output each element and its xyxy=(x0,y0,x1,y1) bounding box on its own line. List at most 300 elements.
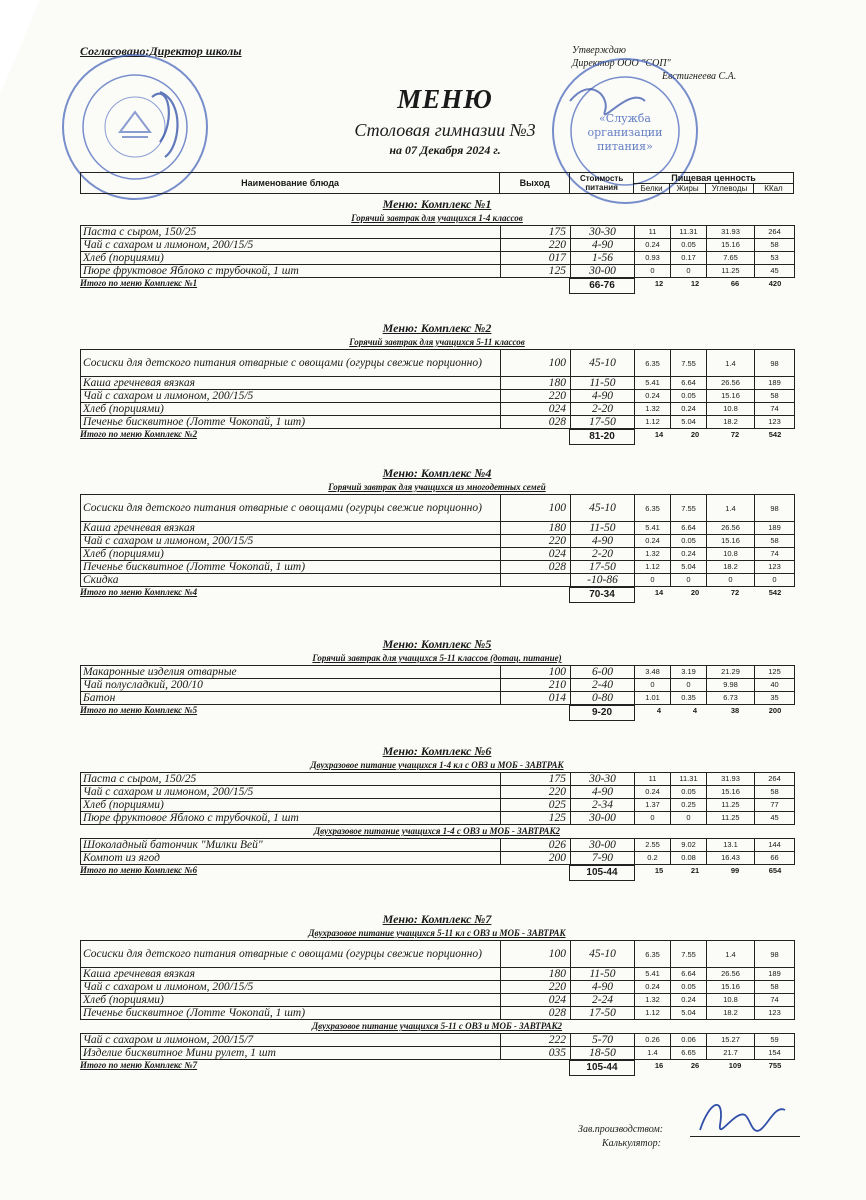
table-row xyxy=(81,522,795,535)
dish-price: 2-40 xyxy=(571,679,635,692)
dish-fat: 0 xyxy=(671,574,707,587)
section-title: Меню: Комплекс №4 xyxy=(382,466,492,480)
dish-kcal: 189 xyxy=(755,377,795,390)
menu-table xyxy=(80,349,795,429)
section-total xyxy=(80,587,794,601)
total-fat: 20 xyxy=(690,430,700,439)
menu-title: МЕНЮ xyxy=(397,84,493,114)
dish-carbs: 1.4 xyxy=(707,350,755,377)
dish-kcal: 98 xyxy=(755,495,795,522)
total-price: 9-20 xyxy=(569,705,635,721)
table-row xyxy=(81,941,795,968)
dish-fat: 0.17 xyxy=(671,252,707,265)
dish-weight: 220 xyxy=(501,981,571,994)
dish-name: Печенье бисквитное (Лотте Чокопай, 1 шт) xyxy=(81,1007,501,1020)
total-carbs: 99 xyxy=(730,866,740,875)
dish-weight: 100 xyxy=(501,350,571,377)
dish-carbs: 13.1 xyxy=(707,839,755,852)
total-fat: 21 xyxy=(690,866,700,875)
dish-carbs: 9.98 xyxy=(707,679,755,692)
dish-protein: 0.24 xyxy=(635,535,671,548)
dish-kcal: 58 xyxy=(755,786,795,799)
dish-name: Паста с сыром, 150/25 xyxy=(81,226,501,239)
dish-fat: 0.08 xyxy=(671,852,707,865)
dish-price: 30-00 xyxy=(571,265,635,278)
dish-name: Чай с сахаром и лимоном, 200/15/7 xyxy=(81,1034,501,1047)
dish-fat: 0.24 xyxy=(671,403,707,416)
footer-calculator: Калькулятор: xyxy=(602,1138,661,1149)
dish-weight: 026 xyxy=(501,839,571,852)
dish-price: 18-50 xyxy=(571,1047,635,1060)
dish-kcal: 58 xyxy=(755,535,795,548)
dish-kcal: 0 xyxy=(755,574,795,587)
section-title: Меню: Комплекс №6 xyxy=(382,744,492,758)
table-row xyxy=(81,994,795,1007)
dish-protein: 1.4 xyxy=(635,1047,671,1060)
dish-protein: 0.24 xyxy=(635,786,671,799)
total-protein: 16 xyxy=(654,1061,664,1070)
dish-price: 2-34 xyxy=(571,799,635,812)
dish-protein: 5.41 xyxy=(635,377,671,390)
dish-protein: 1.37 xyxy=(635,799,671,812)
dish-price: 0-80 xyxy=(571,692,635,705)
dish-protein: 0.93 xyxy=(635,252,671,265)
dish-kcal: 77 xyxy=(755,799,795,812)
dish-price: 7-90 xyxy=(571,852,635,865)
dish-weight: 175 xyxy=(501,773,571,786)
table-row xyxy=(81,561,795,574)
dish-fat: 0.25 xyxy=(671,799,707,812)
dish-protein: 6.35 xyxy=(635,495,671,522)
dish-carbs: 21.7 xyxy=(707,1047,755,1060)
dish-name: Шоколадный батончик "Милки Вей" xyxy=(81,839,501,852)
table-row xyxy=(81,403,795,416)
dish-carbs: 31.93 xyxy=(707,773,755,786)
dish-kcal: 40 xyxy=(755,679,795,692)
menu-table xyxy=(80,494,795,587)
dish-kcal: 144 xyxy=(755,839,795,852)
menu-section xyxy=(80,465,794,601)
dish-fat: 0.05 xyxy=(671,239,707,252)
table-row xyxy=(81,852,795,865)
dish-kcal: 58 xyxy=(755,981,795,994)
group-subtitle: Горячий завтрак для учащихся 1-4 классов xyxy=(351,213,523,223)
dish-name: Хлеб (порциями) xyxy=(81,994,501,1007)
table-row xyxy=(81,548,795,561)
dish-price: 11-50 xyxy=(571,522,635,535)
table-row xyxy=(81,226,795,239)
dish-name: Каша гречневая вязкая xyxy=(81,377,501,390)
dish-carbs: 11.25 xyxy=(707,265,755,278)
dish-fat: 6.64 xyxy=(671,968,707,981)
dish-name: Паста с сыром, 150/25 xyxy=(81,773,501,786)
total-label: Итого по меню Комплекс №1 xyxy=(80,278,198,288)
dish-price: 30-00 xyxy=(571,812,635,825)
dish-protein: 1.01 xyxy=(635,692,671,705)
total-price: 66-76 xyxy=(569,278,635,294)
dish-protein: 0 xyxy=(635,574,671,587)
section-total xyxy=(80,429,794,443)
dish-price: 2-20 xyxy=(571,403,635,416)
dish-protein: 0.24 xyxy=(635,239,671,252)
table-row xyxy=(81,265,795,278)
total-protein: 14 xyxy=(654,588,664,597)
menu-table xyxy=(80,838,795,865)
dish-price: 45-10 xyxy=(571,350,635,377)
dish-carbs: 15.16 xyxy=(707,981,755,994)
dish-price: 11-50 xyxy=(571,377,635,390)
dish-weight: 100 xyxy=(501,666,571,679)
dish-kcal: 189 xyxy=(755,968,795,981)
dish-kcal: 74 xyxy=(755,548,795,561)
total-fat: 12 xyxy=(690,279,700,288)
total-fat: 26 xyxy=(690,1061,700,1070)
table-row xyxy=(81,535,795,548)
dish-name: Каша гречневая вязкая xyxy=(81,968,501,981)
dish-fat: 0.24 xyxy=(671,994,707,1007)
approve-line: Утверждаю xyxy=(572,45,626,56)
dish-protein: 0 xyxy=(635,265,671,278)
dish-price: 30-30 xyxy=(571,773,635,786)
dish-fat: 0 xyxy=(671,265,707,278)
dish-weight: 180 xyxy=(501,968,571,981)
total-carbs: 66 xyxy=(730,279,740,288)
dish-weight: 024 xyxy=(501,403,571,416)
group-subtitle: Двухразовое питание учащихся 5-11 с ОВЗ и МОБ - ЗАВТРАК2 xyxy=(311,1021,563,1031)
dish-kcal: 74 xyxy=(755,403,795,416)
dish-carbs: 7.65 xyxy=(707,252,755,265)
total-kcal: 542 xyxy=(768,430,782,439)
total-protein: 15 xyxy=(654,866,664,875)
dish-carbs: 21.29 xyxy=(707,666,755,679)
dish-fat: 0 xyxy=(671,679,707,692)
table-row xyxy=(81,574,795,587)
dish-fat: 6.65 xyxy=(671,1047,707,1060)
dish-weight: 220 xyxy=(501,390,571,403)
total-kcal: 654 xyxy=(768,866,782,875)
table-row xyxy=(81,786,795,799)
dish-fat: 0 xyxy=(671,812,707,825)
total-price: 105-44 xyxy=(569,1060,635,1076)
dish-weight: 125 xyxy=(501,812,571,825)
table-row xyxy=(81,1007,795,1020)
group-subtitle: Двухразовое питание учащихся 5-11 кл с ОВЗ и МОБ - ЗАВТРАК xyxy=(308,928,566,938)
dish-protein: 1.32 xyxy=(635,994,671,1007)
dish-name: Сосиски для детского питания отварные с овощами (огурцы свежие порционно) xyxy=(81,495,501,522)
dish-carbs: 16.43 xyxy=(707,852,755,865)
dish-carbs: 15.16 xyxy=(707,786,755,799)
dish-name: Батон xyxy=(81,692,501,705)
dish-kcal: 98 xyxy=(755,941,795,968)
dish-protein: 0.24 xyxy=(635,981,671,994)
dish-fat: 6.64 xyxy=(671,522,707,535)
dish-protein: 1.32 xyxy=(635,403,671,416)
dish-carbs: 15.27 xyxy=(707,1034,755,1047)
table-row xyxy=(81,692,795,705)
director-name: Евстигнеева С.А. xyxy=(662,71,737,82)
dish-carbs: 18.2 xyxy=(707,416,755,429)
dish-fat: 5.04 xyxy=(671,1007,707,1020)
total-carbs: 38 xyxy=(730,706,740,715)
menu-section xyxy=(80,636,794,719)
dish-weight: 014 xyxy=(501,692,571,705)
total-protein: 4 xyxy=(656,706,662,715)
table-row xyxy=(81,666,795,679)
table-row xyxy=(81,239,795,252)
dish-kcal: 74 xyxy=(755,994,795,1007)
dish-weight: 210 xyxy=(501,679,571,692)
dish-price: 30-00 xyxy=(571,839,635,852)
dish-name: Каша гречневая вязкая xyxy=(81,522,501,535)
group-subtitle: Двухразовое питание учащихся 1-4 кл с ОВЗ и МОБ - ЗАВТРАК xyxy=(310,760,564,770)
group-subtitle: Горячий завтрак для учащихся 5-11 классов (дотац. питание) xyxy=(312,653,562,663)
menu-section xyxy=(80,320,794,443)
dish-weight: 035 xyxy=(501,1047,571,1060)
group-subtitle: Горячий завтрак для учащихся 5-11 классов xyxy=(349,337,525,347)
dish-price: 45-10 xyxy=(571,941,635,968)
dish-kcal: 98 xyxy=(755,350,795,377)
total-kcal: 755 xyxy=(768,1061,782,1070)
dish-protein: 3.48 xyxy=(635,666,671,679)
table-row xyxy=(81,416,795,429)
table-row xyxy=(81,390,795,403)
dish-fat: 11.31 xyxy=(671,226,707,239)
dish-price: 11-50 xyxy=(571,968,635,981)
dish-protein: 5.41 xyxy=(635,968,671,981)
dish-kcal: 154 xyxy=(755,1047,795,1060)
dish-protein: 1.12 xyxy=(635,561,671,574)
menu-date: на 07 Декабря 2024 г. xyxy=(389,143,501,157)
dish-price: 2-24 xyxy=(571,994,635,1007)
section-title: Меню: Комплекс №1 xyxy=(382,197,492,211)
dish-fat: 0.35 xyxy=(671,692,707,705)
menu-subtitle: Столовая гимназии №3 xyxy=(354,120,536,140)
dish-name: Чай с сахаром и лимоном, 200/15/5 xyxy=(81,786,501,799)
dish-weight: 220 xyxy=(501,239,571,252)
dish-fat: 11.31 xyxy=(671,773,707,786)
dish-weight: 017 xyxy=(501,252,571,265)
section-title: Меню: Комплекс №7 xyxy=(382,912,492,926)
dish-price: 17-50 xyxy=(571,561,635,574)
menu-table xyxy=(80,772,795,825)
dish-name: Изделие бисквитное Мини рулет, 1 шт xyxy=(81,1047,501,1060)
dish-price: 45-10 xyxy=(571,495,635,522)
menu-table xyxy=(80,665,795,705)
dish-weight: 220 xyxy=(501,535,571,548)
total-label: Итого по меню Комплекс №7 xyxy=(80,1060,198,1070)
dish-fat: 0.05 xyxy=(671,786,707,799)
dish-weight: 222 xyxy=(501,1034,571,1047)
dish-price: 17-50 xyxy=(571,416,635,429)
group-subtitle: Двухразовое питание учащихся 1-4 с ОВЗ и МОБ - ЗАВТРАК2 xyxy=(313,826,561,836)
table-row xyxy=(81,981,795,994)
dish-fat: 0.05 xyxy=(671,535,707,548)
dish-kcal: 264 xyxy=(755,226,795,239)
dish-name: Пюре фруктовое Яблоко с трубочкой, 1 шт xyxy=(81,265,501,278)
dish-protein: 0 xyxy=(635,812,671,825)
dish-name: Чай с сахаром и лимоном, 200/15/5 xyxy=(81,390,501,403)
col-kcal: ККал xyxy=(754,184,794,194)
dish-price: 4-90 xyxy=(571,239,635,252)
table-row xyxy=(81,377,795,390)
dish-weight: 100 xyxy=(501,941,571,968)
dish-carbs: 15.16 xyxy=(707,535,755,548)
dish-kcal: 58 xyxy=(755,390,795,403)
dish-kcal: 123 xyxy=(755,1007,795,1020)
section-total xyxy=(80,278,794,292)
dish-fat: 5.04 xyxy=(671,416,707,429)
dish-price: 6-00 xyxy=(571,666,635,679)
menu-table xyxy=(80,940,795,1020)
dish-protein: 0.26 xyxy=(635,1034,671,1047)
dish-price: 4-90 xyxy=(571,981,635,994)
menu-table xyxy=(80,1033,795,1060)
dish-protein: 1.32 xyxy=(635,548,671,561)
dish-weight: 025 xyxy=(501,799,571,812)
dish-weight: 024 xyxy=(501,548,571,561)
dish-fat: 6.64 xyxy=(671,377,707,390)
total-price: 105-44 xyxy=(569,865,635,881)
dish-name: Скидка xyxy=(81,574,501,587)
dish-weight: 220 xyxy=(501,786,571,799)
table-row xyxy=(81,839,795,852)
total-kcal: 542 xyxy=(768,588,782,597)
dish-price: 2-20 xyxy=(571,548,635,561)
table-row xyxy=(81,252,795,265)
total-label: Итого по меню Комплекс №6 xyxy=(80,865,198,875)
col-nutrition: Пищевая ценность xyxy=(634,173,794,184)
table-row xyxy=(81,968,795,981)
total-protein: 14 xyxy=(654,430,664,439)
dish-price: 5-70 xyxy=(571,1034,635,1047)
dish-protein: 0.2 xyxy=(635,852,671,865)
dish-carbs: 18.2 xyxy=(707,1007,755,1020)
dish-protein: 1.12 xyxy=(635,416,671,429)
section-total xyxy=(80,1060,794,1074)
section-title: Меню: Комплекс №5 xyxy=(382,637,492,651)
dish-kcal: 264 xyxy=(755,773,795,786)
dish-fat: 0.24 xyxy=(671,548,707,561)
svg-text:«Служба: «Служба xyxy=(599,112,651,125)
section-total xyxy=(80,705,794,719)
dish-price: -10-86 xyxy=(571,574,635,587)
section-title: Меню: Комплекс №2 xyxy=(382,321,492,335)
dish-fat: 0.06 xyxy=(671,1034,707,1047)
table-row xyxy=(81,1034,795,1047)
dish-carbs: 10.8 xyxy=(707,403,755,416)
dish-carbs: 1.4 xyxy=(707,495,755,522)
total-label: Итого по меню Комплекс №2 xyxy=(80,429,198,439)
dish-name: Хлеб (порциями) xyxy=(81,252,501,265)
total-protein: 12 xyxy=(654,279,664,288)
table-row xyxy=(81,773,795,786)
table-header xyxy=(80,172,794,194)
table-row xyxy=(81,1047,795,1060)
col-fat: Жиры xyxy=(670,184,706,194)
dish-fat: 9.02 xyxy=(671,839,707,852)
signature-mark xyxy=(690,1090,800,1150)
section-total xyxy=(80,865,794,879)
footer-production: Зав.производством: xyxy=(578,1124,664,1135)
dish-fat: 7.55 xyxy=(671,350,707,377)
table-row xyxy=(81,350,795,377)
dish-weight xyxy=(501,574,571,587)
dish-name: Печенье бисквитное (Лотте Чокопай, 1 шт) xyxy=(81,416,501,429)
dish-name: Сосиски для детского питания отварные с овощами (огурцы свежие порционно) xyxy=(81,350,501,377)
dish-protein: 5.41 xyxy=(635,522,671,535)
dish-fat: 5.04 xyxy=(671,561,707,574)
menu-table xyxy=(80,225,795,278)
dish-fat: 7.55 xyxy=(671,495,707,522)
dish-weight: 024 xyxy=(501,994,571,1007)
dish-kcal: 123 xyxy=(755,561,795,574)
dish-carbs: 26.56 xyxy=(707,377,755,390)
total-fat: 20 xyxy=(690,588,700,597)
col-name: Наименование блюда xyxy=(81,173,500,194)
table-row xyxy=(81,495,795,522)
dish-kcal: 53 xyxy=(755,252,795,265)
group-subtitle: Горячий завтрак для учащихся из многодетных семей xyxy=(328,482,546,492)
dish-kcal: 58 xyxy=(755,239,795,252)
dish-name: Пюре фруктовое Яблоко с трубочкой, 1 шт xyxy=(81,812,501,825)
dish-price: 4-90 xyxy=(571,786,635,799)
table-row xyxy=(81,799,795,812)
col-cost: Стоимость питания xyxy=(570,173,634,194)
dish-protein: 11 xyxy=(635,773,671,786)
total-price: 70-34 xyxy=(569,587,635,603)
dish-carbs: 0 xyxy=(707,574,755,587)
dish-price: 30-30 xyxy=(571,226,635,239)
menu-section xyxy=(80,196,794,292)
dish-carbs: 10.8 xyxy=(707,548,755,561)
total-price: 81-20 xyxy=(569,429,635,445)
dish-name: Хлеб (порциями) xyxy=(81,403,501,416)
dish-protein: 2.55 xyxy=(635,839,671,852)
dish-fat: 0.05 xyxy=(671,981,707,994)
total-kcal: 420 xyxy=(768,279,782,288)
torn-corner xyxy=(0,0,40,95)
dish-fat: 3.19 xyxy=(671,666,707,679)
table-row xyxy=(81,679,795,692)
dish-carbs: 26.56 xyxy=(707,522,755,535)
dish-name: Чай полусладкий, 200/10 xyxy=(81,679,501,692)
dish-weight: 028 xyxy=(501,416,571,429)
dish-name: Чай с сахаром и лимоном, 200/15/5 xyxy=(81,535,501,548)
dish-protein: 0 xyxy=(635,679,671,692)
dish-name: Компот из ягод xyxy=(81,852,501,865)
svg-text:организации: организации xyxy=(587,126,663,139)
dish-name: Печенье бисквитное (Лотте Чокопай, 1 шт) xyxy=(81,561,501,574)
dish-name: Чай с сахаром и лимоном, 200/15/5 xyxy=(81,239,501,252)
dish-price: 4-90 xyxy=(571,535,635,548)
dish-carbs: 26.56 xyxy=(707,968,755,981)
dish-carbs: 1.4 xyxy=(707,941,755,968)
total-carbs: 109 xyxy=(728,1061,742,1070)
dish-kcal: 66 xyxy=(755,852,795,865)
dish-kcal: 35 xyxy=(755,692,795,705)
dish-price: 1-56 xyxy=(571,252,635,265)
dish-weight: 180 xyxy=(501,377,571,390)
total-kcal: 200 xyxy=(768,706,782,715)
table-row xyxy=(81,812,795,825)
dish-kcal: 123 xyxy=(755,416,795,429)
dish-name: Сосиски для детского питания отварные с овощами (огурцы свежие порционно) xyxy=(81,941,501,968)
dish-kcal: 45 xyxy=(755,812,795,825)
dish-weight: 200 xyxy=(501,852,571,865)
dish-weight: 125 xyxy=(501,265,571,278)
dish-kcal: 45 xyxy=(755,265,795,278)
total-carbs: 72 xyxy=(730,430,740,439)
